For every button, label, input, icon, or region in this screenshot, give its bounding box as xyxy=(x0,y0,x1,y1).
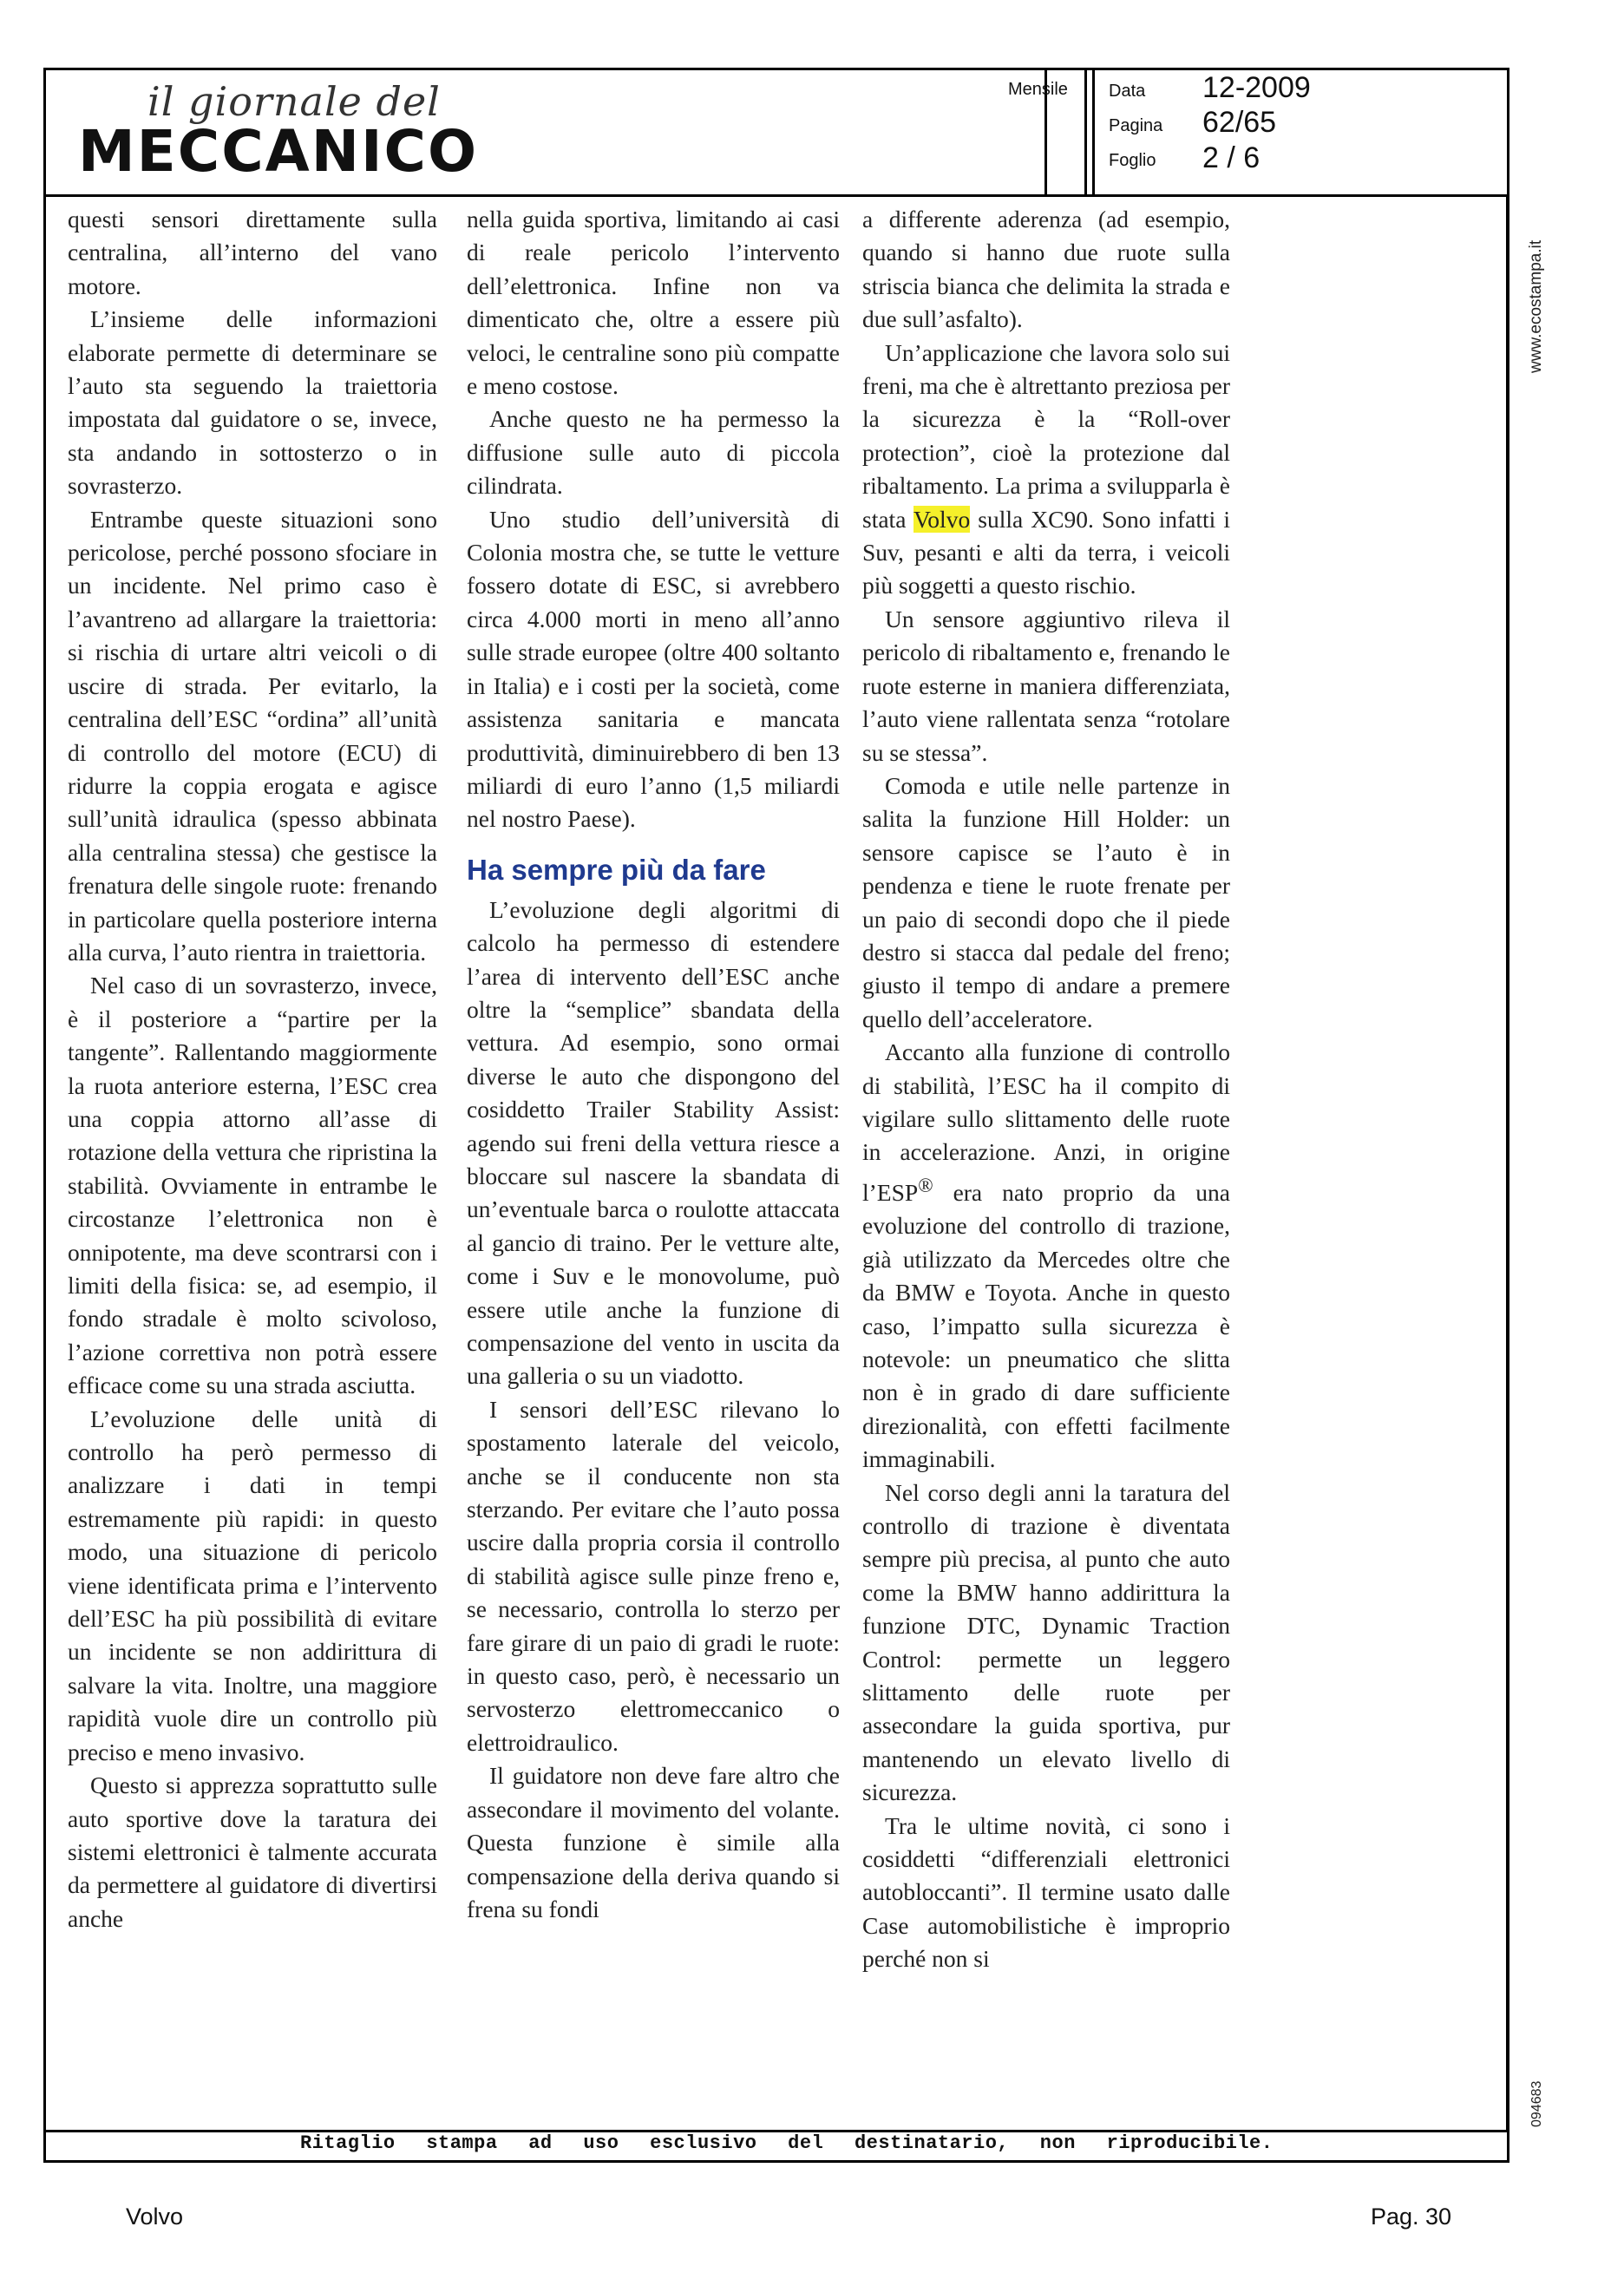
footer-page-number: Pag. 30 xyxy=(1371,2204,1452,2230)
sheet-value: 2 / 6 xyxy=(1202,141,1261,174)
article-column-1 xyxy=(68,203,437,1935)
date-label: Data xyxy=(1109,82,1146,101)
paragraph: Nel caso di un sovrasterzo, invece, è il posteriore a “partire per la tangente”. Rallentando maggiormente la ruota anteriore esterna, l’ESC crea una coppia attorno all’asse di rotazione della vettura che ripristina la stabilità. Ovviamente in entrambe le circostanze l’elettronica non è onnipotente, ma deve scontrarsi con i limiti della fisica: se, ad esempio, il fondo stradale è molto scivoloso, l’azione correttiva non potrà essere efficace come su una strada asciutta. xyxy=(68,972,437,1399)
paragraph: nella guida sportiva, limitando ai casi di reale pericolo l’intervento dell’elettronica. Infine non va dimenticato che, oltre a essere più veloci, le centraline sono più compatte e meno costose. xyxy=(467,206,840,400)
paragraph: Entrambe queste situazioni sono pericolose, perché possono sfociare in un incidente. Nel primo caso è l’avantreno ad allargare la traiettoria: si rischia di urtare altri veicoli o di uscire di strada. Per evitarlo, la centralina dell’ESC “ordina” all’unità di controllo del motore (ECU) di ridurre la coppia erogata e agisce sull’unità idraulica (spesso abbinata alla centralina stessa) che gestisce la frenatura delle singole ruote: frenando in particolare quella posteriore interna alla curva, l’auto rientra in traiettoria. xyxy=(68,505,437,966)
clipping-disclaimer: Ritaglio stampa ad uso esclusivo del destinatario, non riproducibile. xyxy=(300,2132,1274,2154)
page-value: 62/65 xyxy=(1202,106,1277,139)
paragraph: Questo si apprezza soprattutto sulle auto sportive dove la taratura dei sistemi elettronici è talmente accurata da permettere al guidatore di divertirsi anche xyxy=(68,1771,437,1932)
paragraph: I sensori dell’ESC rilevano lo spostamento laterale del veicolo, anche se il conducente non sta sterzando. Per evitare che l’auto possa uscire dalla propria corsia il controllo di stabilità agisce sulle pinze freno e, se necessario, controlla lo sterzo per fare girare di un paio di gradi le ruote: in questo caso, però, è necessario un servosterzo elettromeccanico o elettroidraulico. xyxy=(467,1395,840,1756)
article-column-2 xyxy=(467,203,840,1926)
logo-main-text: MECCANICO xyxy=(78,118,479,185)
text-run: era nato proprio da una evoluzione del controllo di trazione, già utilizzato da Mercedes oltre che da BMW e Toyota. Anche in questo caso, l’impatto sulla sicurezza è notevole: un pneumatico che slitta non è in grado di dare sufficiente direzionalità, con effetti facilmente immaginabili. xyxy=(862,1178,1230,1473)
paragraph: L’evoluzione delle unità di controllo ha però permesso di analizzare i dati in tempi estremamente più rapidi: in questo modo, una situazione di pericolo viene identificata prima e l’intervento dell’ESC ha più possibilità di evitare un incidente se non addirittura di salvare la vita. Inoltre, una maggiore rapidità vuole dire un controllo più preciso e meno invasivo. xyxy=(68,1405,437,1765)
frequency-label: Mensile xyxy=(1008,80,1068,99)
meta-divider-outer xyxy=(1084,68,1087,196)
paragraph: Un sensore aggiuntivo rileva il pericolo di ribaltamento e, frenando le ruote esterne in maniera differenziata, l’auto viene rallentata senza “rotolare su se stessa”. xyxy=(862,605,1230,766)
paragraph: Tra le ultime novità, ci sono i cosiddetti “differenziali elettronici autobloccanti”. Il termine usato dalle Case automobilistiche è improprio perché non si xyxy=(862,1811,1230,1973)
article-column-3 xyxy=(862,203,1230,1976)
footer-topic: Volvo xyxy=(126,2204,184,2230)
paragraph-esp xyxy=(862,1036,1230,1476)
paragraph: Il guidatore non deve fare altro che assecondare il movimento del volante. Questa funzione è simile alla compensazione della deriva quando si frena su fondi xyxy=(467,1762,840,1922)
text-run: Accanto alla funzione di controllo di stabilità, l’ESC ha il compito di vigilare sullo slittamento delle ruote in accelerazione. Anzi, in origine l’ESP xyxy=(862,1038,1230,1206)
logo-script-text: il giornale del xyxy=(147,78,441,125)
paragraph: Anche questo ne ha permesso la diffusione sulle auto di piccola cilindrata. xyxy=(467,405,840,500)
paragraph: L’insieme delle informazioni elaborate permette di determinare se l’auto sta seguendo la traiettoria impostata dal guidatore o se, invece, sta andando in sottosterzo o in sovrasterzo. xyxy=(68,305,437,500)
date-value: 12-2009 xyxy=(1202,71,1311,104)
paragraph: questi sensori direttamente sulla centralina, all’interno del vano motore. xyxy=(68,206,437,299)
highlighted-keyword: Volvo xyxy=(913,505,971,533)
source-website: www.ecostampa.it xyxy=(1527,239,1545,373)
clipping-code: 094683 xyxy=(1529,2080,1544,2127)
paragraph: Nel corso degli anni la taratura del controllo di trazione è diventata sempre più precisa, al punto che auto come la BMW hanno addirittura la funzione DTC, Dynamic Traction Control: permette un leggero slittamento delle ruote per assecondare la guida sportiva, pur mantenendo un elevato livello di sicurezza. xyxy=(862,1478,1230,1806)
meta-divider-inner xyxy=(1092,68,1095,196)
registered-mark: ® xyxy=(918,1174,933,1196)
page-label: Pagina xyxy=(1109,116,1163,135)
masthead-logo xyxy=(78,78,479,185)
paragraph: Uno studio dell’università di Colonia mostra che, se tutte le vetture fossero dotate di ESC, si avrebbero circa 4.000 morti in meno all’anno sulle strade europee (oltre 400 soltanto in Italia) e i costi per la società, come assistenza sanitaria e mancata produttività, diminuirebbero di ben 13 miliardi di euro l’anno (1,5 miliardi nel nostro Paese). xyxy=(467,505,840,833)
paragraph: L’evoluzione degli algoritmi di calcolo ha permesso di estendere l’area di intervento dell’ESC anche oltre la “semplice” sbandata della vettura. Ad esempio, sono ormai diverse le auto che dispongono del cosiddetto Trailer Stability Assist: agendo sui freni della vettura riesce a bloccare sul nascere la sbandata di un’eventuale barca o roulotte attaccata al gancio di traino. Per le vetture alte, come i Suv e le monovolume, può essere utile anche la funzione di compensazione del vento in uscita da una galleria o su un viadotto. xyxy=(467,895,840,1390)
header-divider xyxy=(43,194,1509,197)
text-run: sulla XC90. Sono infatti i Suv, pesanti e alti da terra, i veicoli più soggetti a questo rischio. xyxy=(862,505,1230,599)
paragraph: a differente aderenza (ad esempio, quando si hanno due ruote sulla striscia bianca che delimita la strada e due sull’asfalto). xyxy=(862,206,1230,333)
right-margin-divider xyxy=(1506,196,1509,2131)
text-run: Un’applicazione che lavora solo sui freni, ma che è altrettanto preziosa per la sicurezza è la “Roll-over protection”, cioè la protezione dal ribaltamento. La prima a svilupparla è stata xyxy=(862,338,1230,533)
sheet-label: Foglio xyxy=(1109,151,1156,170)
paragraph-volvo xyxy=(862,337,1230,603)
section-subheading: Ha sempre più da fare xyxy=(467,853,766,886)
paragraph: Comoda e utile nelle partenze in salita la funzione Hill Holder: un sensore capisce se l’auto è in pendenza e tiene le ruote frenate per un paio di secondi dopo che il piede destro si stacca dal pedale del freno; giusto il tempo di andare a premere quello dell’acceleratore. xyxy=(862,771,1230,1032)
